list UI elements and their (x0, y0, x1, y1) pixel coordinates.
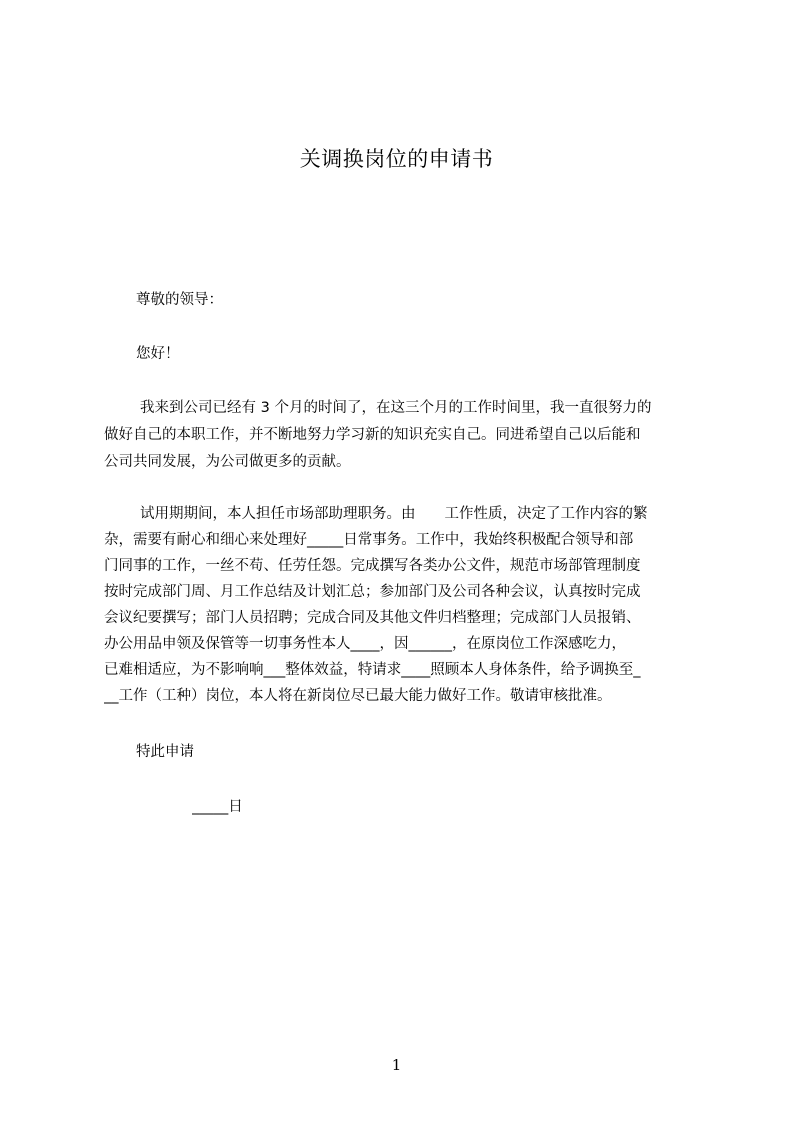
paragraph-2-line: 已难相适应，为不影响响___整体效益，特请求____照顾本人身体条件，给予调换至_ (104, 662, 641, 678)
paragraph-2-line: 办公用品申领及保管等一切事务性本人____，因______，在原岗位工作深感吃力， (104, 636, 626, 652)
paragraph-2-line: 门同事的工作，一丝不苟、任劳任怨。完成撰写各类办公文件，规范市场部管理制度 (104, 558, 641, 574)
paragraph-2-line: __工作（工种）岗位，本人将在新岗位尽已最大能力做好工作。敬请审核批准。 (104, 688, 612, 704)
page-number: 1 (391, 1056, 402, 1074)
closing-text: 特此申请 (136, 744, 194, 760)
date-line: _____日 (192, 799, 243, 815)
paragraph-2-line: 会议纪要撰写；部门人员招聘；完成合同及其他文件归档整理；完成部门人员报销、 (104, 610, 641, 626)
paragraph-2-line: 杂，需要有耐心和细心来处理好_____日常事务。工作中，我始终积极配合领导和部 (104, 532, 634, 548)
document-title: 关调换岗位的申请书 (299, 147, 494, 171)
paragraph-1-line: 做好自己的本职工作，并不断地努力学习新的知识充实自己。同进希望自己以后能和 (104, 427, 641, 443)
greeting: 您好！ (136, 346, 180, 362)
salutation: 尊敬的领导： (136, 292, 223, 308)
paragraph-1-line: 公司共同发展，为公司做更多的贡献。 (104, 454, 351, 470)
paragraph-1-line: 我来到公司已经有 3 个月的时间了，在这三个月的工作时间里，我一直很努力的 (140, 400, 652, 416)
paragraph-2-line: 试用期期间，本人担任市场部助理职务。由 工作性质，决定了工作内容的繁 (140, 506, 648, 522)
paragraph-2-line: 按时完成部门周、月工作总结及计划汇总；参加部门及公司各种会议，认真按时完成 (104, 584, 641, 600)
